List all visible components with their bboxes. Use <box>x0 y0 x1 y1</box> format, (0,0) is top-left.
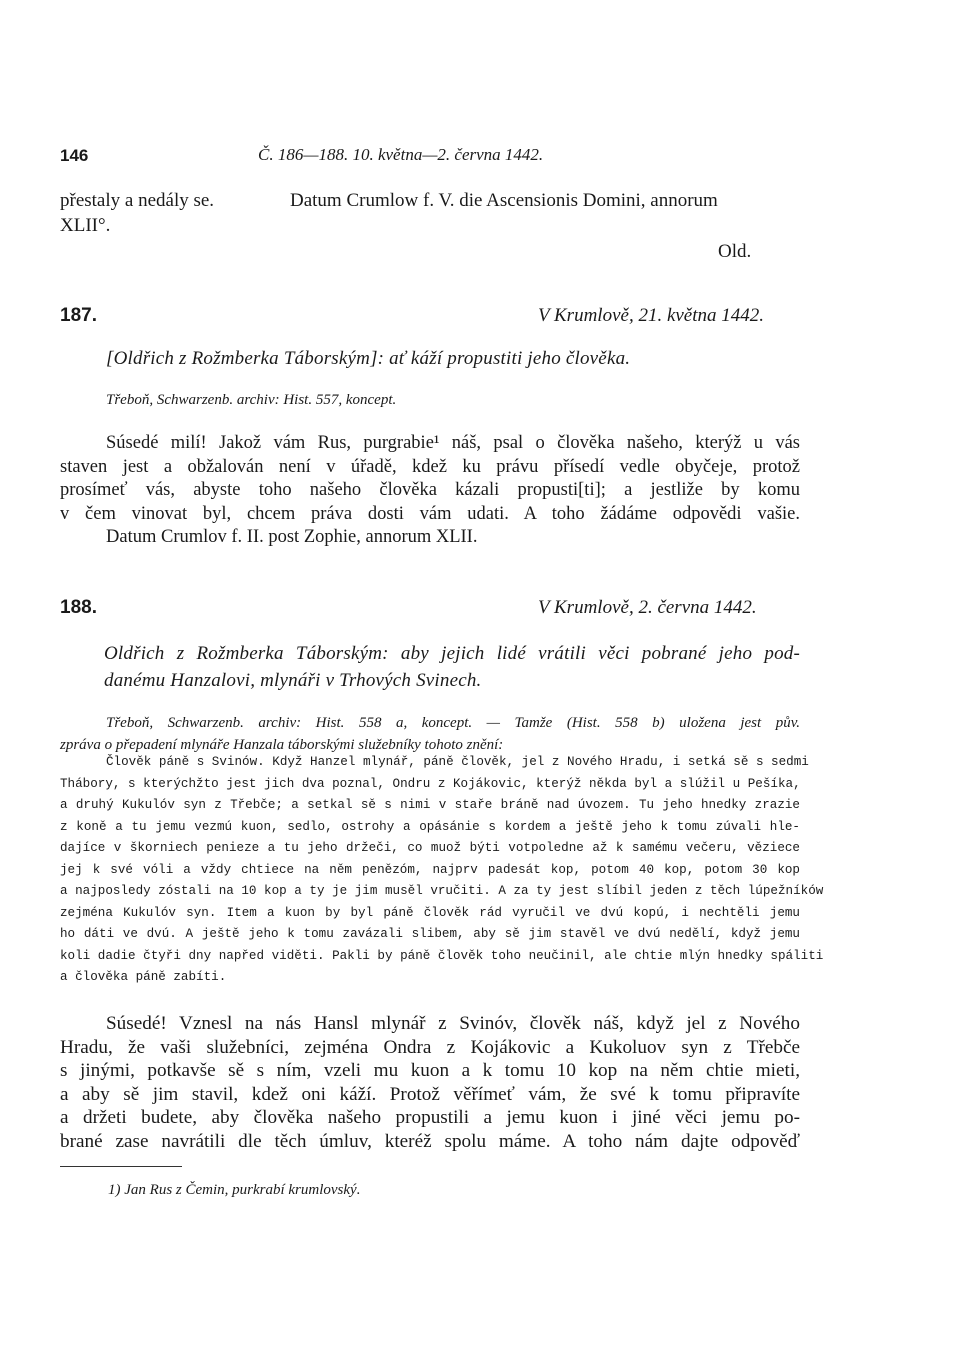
report-line: koli dadie čtyři dny napřed viděti. Pakli by páně člověk toho neučinil, ale chtie mlýn hnedky spáliti <box>60 948 824 963</box>
doc-188-report <box>60 752 824 989</box>
source-line: Třeboň, Schwarzenb. archiv: Hist. 558 a, koncept. — Tamže (Hist. 558 b) uložena jest pův. <box>106 715 800 731</box>
text-line: Datum Crumlov f. II. post Zophie, annorum XLII. <box>106 527 478 547</box>
text-line: staven jest a obžalován není v úřadě, kdež ku právu přísedí vedle obyčeje, protož <box>60 456 800 477</box>
prev-doc-left-1: přestaly a nedály se. <box>60 190 215 211</box>
page-number: 146 <box>60 146 89 165</box>
prev-doc-left-2: XLII°. <box>60 215 111 236</box>
report-line: z koně a tu jemu vezmú kuon, sedlo, ostrohy a opásánie s kordem a ještě jeho k tomu zúvali hle- <box>60 819 800 834</box>
running-title: Č. 186—188. 10. května—2. června 1442. <box>258 145 544 164</box>
doc-187-text <box>60 432 800 550</box>
source-line: zpráva o přepadení mlynáře Hanzala táborskými služebníky tohoto znění: <box>60 737 504 753</box>
doc-187-number: 187. <box>60 305 97 326</box>
doc-187-source: Třeboň, Schwarzenb. archiv: Hist. 557, koncept. <box>106 392 397 408</box>
text-line: Súsedé milí! Jakož vám Rus, purgrabie¹ náš, psal o člověka našeho, kterýž u vás <box>106 433 800 453</box>
footnote-rule <box>60 1166 182 1167</box>
report-line: Thábory, s kterýchžto jest jich dva poznal, Ondru z Kojákovic, kterýž někda byl a slúžil u Pešíka, <box>60 776 801 791</box>
text-line: prosímeť vás, abyste toho našeho člověka kázali propusti[ti]; a jestliže by komu <box>60 480 800 500</box>
doc-188-source <box>60 712 800 756</box>
prev-doc-signature: Old. <box>718 241 752 262</box>
regest-line: Oldřich z Rožmberka Táborským: aby jejich lidé vrátili věci pobrané jeho pod- <box>104 643 800 664</box>
report-line: ho dáti ve dvú. A ještě jeho k tomu zavázali slibem, aby sě jim stavěl ve dvú nedělí, když jemu <box>60 927 800 941</box>
doc-188-text <box>60 1012 800 1153</box>
prev-doc-datum: Datum Crumlow f. V. die Ascensionis Domini, annorum <box>290 190 718 211</box>
doc-188-place-date: V Krumlově, 2. června 1442. <box>538 597 757 618</box>
text-line: brané zase navrátili dle těch úmluv, kteréž spolu máme. A toho nám dajte odpověď <box>60 1130 800 1152</box>
doc-188-number: 188. <box>60 597 97 618</box>
text-line: s jinými, potkavše sě s ním, vzeli mu kuon a k tomu 10 kop na něm chtie mieti, <box>60 1060 800 1081</box>
report-line: jej k své vóli a vždy chtiece na něm penězóm, najprv padesát kop, potom 40 kop, potom 30 kop <box>60 862 800 877</box>
footnote: 1) Jan Rus z Čemin, purkrabí krumlovský. <box>108 1182 361 1198</box>
text-line: a držeti budete, aby člověka našeho propustili a jemu kuon i jiné věci jemu po- <box>60 1107 800 1128</box>
doc-187-place-date: V Krumlově, 21. května 1442. <box>538 305 765 326</box>
report-line: a najposledy zóstali na 10 kop a ty je jim musěl vručiti. A za ty jest slíbil jeden z těch lúpežníków <box>60 884 824 898</box>
text-line: Hradu, že vaši služebníci, zejména Ondra z Kojákovic a Kukoluov syn z Třebče <box>60 1036 800 1058</box>
text-line: v čem vinovat byl, chcem práva dosti vám udati. A toho žádáme odpovědi vašie. <box>60 503 800 524</box>
report-line: zejména Kukulóv syn. Item a kuon by byl páně člověk rád vyručil ve dvú kopú, i nechtěli jemu <box>60 905 800 920</box>
doc-187-regest: [Oldřich z Rožmberka Táborským]: ať káží propustiti jeho člověka. <box>106 348 631 369</box>
report-line: a člověka páně zabíti. <box>60 970 227 984</box>
regest-line: danému Hanzalovi, mlynáři v Trhových Svinech. <box>104 670 482 691</box>
report-line: dajíce v škorniech penieze a tu jeho držeči, co muož býti votpoledne až k samému večeru, věziece <box>60 841 800 855</box>
doc-188-regest <box>104 640 800 694</box>
report-line: a druhý Kukulóv syn z Třebče; a setkal sě s nimi v staře bráně nad úvozem. Tu jeho hnedky zrazie <box>60 798 800 812</box>
report-line: Člověk páně s Svinów. Když Hanzel mlynář, páně člověk, jel z Nového Hradu, i setká sě s sedmi <box>106 755 809 769</box>
text-line: Súsedé! Vznesl na nás Hansl mlynář z Svinóv, člověk náš, když jel z Nového <box>106 1013 800 1034</box>
text-line: a aby sě jim stavil, kdež oni káží. Protož věřímeť vám, že své k tomu připravíte <box>60 1083 800 1105</box>
